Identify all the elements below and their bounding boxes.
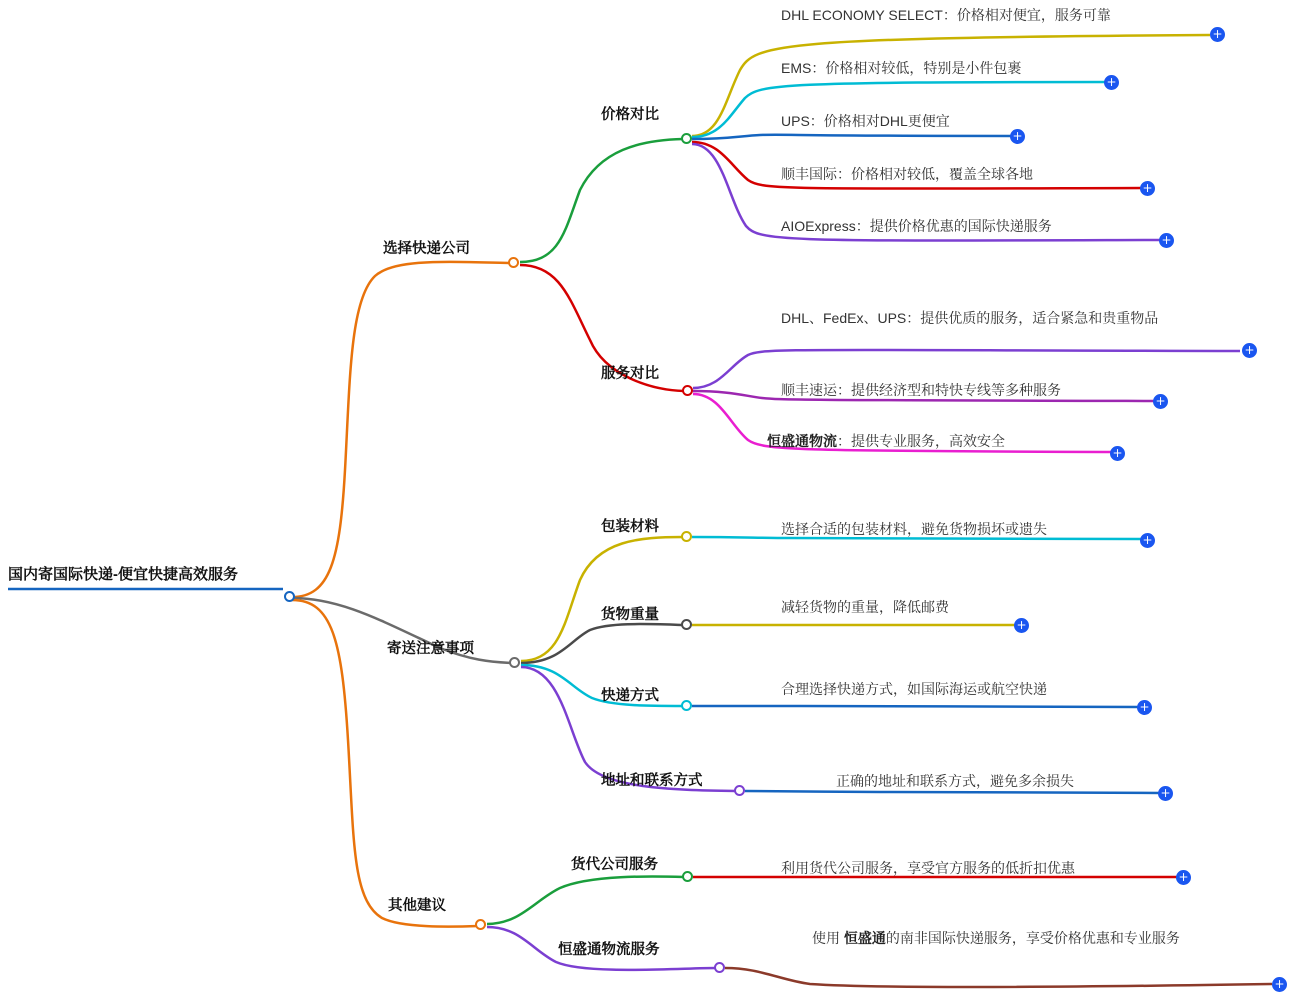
- leaf-sf-express-label: 顺丰速运：提供经济型和特快专线等多种服务: [781, 382, 1061, 398]
- branch-node-2[interactable]: [387, 640, 474, 658]
- branch-2-label: 寄送注意事项: [387, 641, 474, 657]
- child-freight-forwarder-dot[interactable]: [682, 871, 693, 882]
- leaf-hengshengtong-label: ：提供专业服务，高效安全: [837, 433, 1005, 449]
- leaf-node-packaging-advice[interactable]: [781, 521, 1047, 539]
- child-weight-label: 货物重量: [601, 607, 659, 623]
- leaf-sf-international-label: 顺丰国际：价格相对较低，覆盖全球各地: [781, 166, 1033, 182]
- child-node-packaging[interactable]: [601, 518, 659, 536]
- leaf-dhl-economy-label: DHL ECONOMY SELECT：价格相对便宜，服务可靠: [781, 7, 1111, 23]
- branch-2-dot[interactable]: [509, 657, 520, 668]
- leaf-node-method-advice[interactable]: [781, 681, 1047, 699]
- leaf-node-aioexpress[interactable]: [781, 218, 1052, 236]
- child-node-freight-forwarder[interactable]: [571, 856, 658, 874]
- leaf-node-hengshengtong-advice[interactable]: [812, 930, 1262, 948]
- expander-weight-advice[interactable]: +: [1014, 618, 1029, 633]
- leaf-address-advice-label: 正确的地址和联系方式，避免多余损失: [836, 773, 1074, 789]
- expander-hengshengtong-advice[interactable]: +: [1272, 977, 1287, 992]
- edge-b2c3-leaf: [692, 706, 1140, 707]
- leaf-node-ems[interactable]: [781, 60, 1021, 78]
- leaf-node-premium-carriers[interactable]: [781, 310, 1236, 328]
- leaf-node-forwarder-advice[interactable]: [781, 860, 1075, 878]
- child-address-contact-dot[interactable]: [734, 785, 745, 796]
- branch-3-dot[interactable]: [475, 919, 486, 930]
- expander-address-advice[interactable]: +: [1158, 786, 1173, 801]
- edge-b3c2-leaf: [725, 968, 1272, 987]
- expander-aioexpress[interactable]: +: [1159, 233, 1174, 248]
- edge-price-leaf1: [692, 35, 1210, 136]
- edge-b2c4-leaf: [745, 791, 1161, 793]
- child-price-compare-dot[interactable]: [681, 133, 692, 144]
- child-packaging-label: 包装材料: [601, 519, 659, 535]
- leaf-hengshengtong-lead: 恒盛通物流: [767, 433, 837, 449]
- child-price-compare-label: 价格对比: [601, 107, 659, 123]
- leaf-ems-label: EMS：价格相对较低，特别是小件包裹: [781, 60, 1022, 76]
- leaf-node-sf-express[interactable]: [781, 382, 1061, 400]
- edge-branch2-child1: [521, 537, 683, 661]
- leaf-aioexpress-label: AIOExpress：提供价格优惠的国际快递服务: [781, 218, 1052, 234]
- expander-hengshengtong[interactable]: +: [1110, 446, 1125, 461]
- leaf-ups-label: UPS：价格相对DHL更便宜: [781, 113, 950, 129]
- child-hengshengtong-service-label: 恒盛通物流服务: [558, 942, 660, 958]
- expander-dhl-economy[interactable]: +: [1210, 27, 1225, 42]
- child-node-hengshengtong-service[interactable]: [558, 941, 660, 959]
- leaf-node-sf-international[interactable]: [781, 166, 1033, 184]
- leaf-node-hengshengtong[interactable]: [767, 433, 1005, 451]
- child-node-price-compare[interactable]: [601, 106, 659, 124]
- branch-1-dot[interactable]: [508, 257, 519, 268]
- expander-sf-international[interactable]: +: [1140, 181, 1155, 196]
- expander-premium-carriers[interactable]: +: [1242, 343, 1257, 358]
- leaf-weight-advice-label: 减轻货物的重量，降低邮费: [781, 599, 949, 615]
- child-node-service-compare[interactable]: [601, 365, 659, 383]
- leaf-method-advice-label: 合理选择快递方式，如国际海运或航空快递: [781, 681, 1047, 697]
- child-node-address-contact[interactable]: [601, 772, 703, 790]
- expander-ems[interactable]: +: [1104, 75, 1119, 90]
- child-node-weight[interactable]: [601, 606, 659, 624]
- branch-1-label: 选择快递公司: [383, 241, 470, 257]
- expander-ups[interactable]: +: [1010, 129, 1025, 144]
- leaf-hengshengtong-advice-pre: 使用: [812, 930, 840, 946]
- edge-root-to-branch1: [292, 262, 510, 597]
- leaf-premium-carriers-label: DHL、FedEx、UPS：提供优质的服务，适合紧急和贵重物品: [781, 310, 1159, 326]
- root-node[interactable]: [8, 566, 238, 585]
- expander-forwarder-advice[interactable]: +: [1176, 870, 1191, 885]
- child-service-compare-dot[interactable]: [682, 385, 693, 396]
- leaf-forwarder-advice-label: 利用货代公司服务，享受官方服务的低折扣优惠: [781, 860, 1075, 876]
- child-freight-forwarder-label: 货代公司服务: [571, 857, 658, 873]
- branch-3-label: 其他建议: [388, 898, 446, 914]
- leaf-hengshengtong-advice-label: 的南非国际快递服务，享受价格优惠和专业服务: [885, 930, 1180, 946]
- edge-price-leaf3: [692, 135, 1020, 139]
- child-shipping-method-dot[interactable]: [681, 700, 692, 711]
- root-connector-dot[interactable]: [284, 591, 295, 602]
- child-shipping-method-label: 快递方式: [601, 688, 659, 704]
- expander-method-advice[interactable]: +: [1137, 700, 1152, 715]
- leaf-node-ups[interactable]: [781, 113, 950, 131]
- leaf-node-address-advice[interactable]: [836, 773, 1074, 791]
- child-weight-dot[interactable]: [681, 619, 692, 630]
- child-node-shipping-method[interactable]: [601, 687, 659, 705]
- root-label: 国内寄国际快递-便宜快捷高效服务: [8, 566, 238, 583]
- leaf-node-dhl-economy[interactable]: [781, 7, 1111, 25]
- expander-sf-express[interactable]: +: [1153, 394, 1168, 409]
- child-address-contact-label: 地址和联系方式: [601, 773, 703, 789]
- child-service-compare-label: 服务对比: [601, 366, 659, 382]
- leaf-node-weight-advice[interactable]: [781, 599, 949, 617]
- leaf-packaging-advice-label: 选择合适的包装材料，避免货物损坏或遗失: [781, 521, 1047, 537]
- branch-node-3[interactable]: [388, 897, 446, 915]
- edge-branch2-child2: [521, 624, 683, 663]
- edge-branch1-price: [520, 139, 683, 262]
- branch-node-1[interactable]: [383, 240, 470, 258]
- child-hengshengtong-service-dot[interactable]: [714, 962, 725, 973]
- leaf-hengshengtong-advice-brand: 恒盛通: [843, 930, 886, 946]
- child-packaging-dot[interactable]: [681, 531, 692, 542]
- edge-branch3-child1: [487, 876, 684, 924]
- expander-packaging-advice[interactable]: +: [1140, 533, 1155, 548]
